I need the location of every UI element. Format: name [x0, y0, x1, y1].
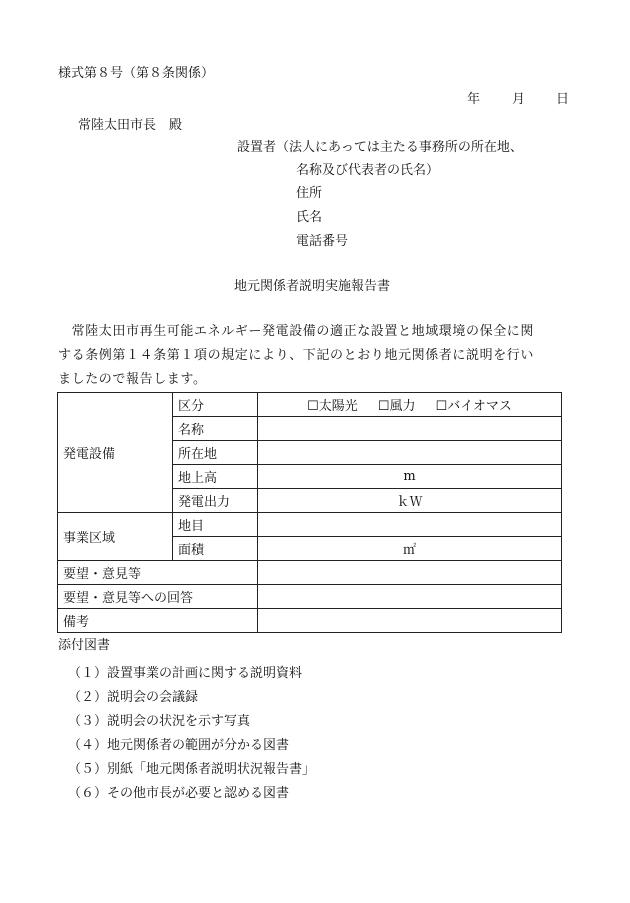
table-row — [58, 513, 562, 537]
list-item: （５）別紙「地元関係者説明状況報告書」 — [68, 762, 316, 777]
body-paragraph — [58, 320, 578, 392]
report-table — [57, 392, 562, 633]
option-wind[interactable]: ☐風力 — [377, 399, 416, 414]
option-solar[interactable]: ☐太陽光 — [307, 399, 358, 414]
option-biomass[interactable]: ☐バイオマス — [435, 399, 512, 414]
attachments-list — [68, 662, 315, 806]
body-line-3: ましたので報告します。 — [58, 372, 207, 387]
remarks-label: 備考 — [58, 609, 258, 633]
requests-label: 要望・意見等 — [58, 561, 258, 585]
addressee: 常陸太田市長 殿 — [78, 118, 183, 133]
body-line-1: 常陸太田市再生可能エネルギー発電設備の適正な設置と地域環境の保全に関 — [58, 324, 535, 339]
land-category-label: 地目 — [173, 513, 258, 537]
height-label: 地上高 — [173, 465, 258, 489]
body-line-2: する条例第１４条第１項の規定により、下記のとおり地元関係者に説明を行い — [58, 348, 535, 363]
area-group-label: 事業区域 — [58, 513, 173, 561]
kubun-options — [258, 393, 562, 417]
responses-field[interactable] — [258, 585, 562, 609]
facility-name-field[interactable] — [258, 417, 562, 441]
address-label: 住所 — [296, 186, 323, 201]
list-item: （１）設置事業の計画に関する説明資料 — [68, 666, 303, 681]
name-label: 氏名 — [296, 210, 323, 225]
area-size-label: 面積 — [173, 537, 258, 561]
list-item: （２）説明会の会議録 — [68, 690, 199, 705]
requests-field[interactable] — [258, 561, 562, 585]
height-unit: m — [403, 469, 416, 484]
height-field[interactable] — [258, 465, 562, 489]
table-row — [58, 585, 562, 609]
table-row — [58, 561, 562, 585]
output-field[interactable] — [258, 489, 562, 513]
output-unit: ｋＷ — [396, 495, 423, 510]
facility-name-label: 名称 — [173, 417, 258, 441]
applicant-label-line1: 設置者（法人にあっては主たる事務所の所在地、 — [237, 140, 523, 155]
phone-label: 電話番号 — [296, 234, 349, 249]
date-day-label: 日 — [556, 92, 570, 107]
attachments-heading: 添付図書 — [58, 638, 111, 653]
output-label: 発電出力 — [173, 489, 258, 513]
location-field[interactable] — [258, 441, 562, 465]
kubun-label: 区分 — [173, 393, 258, 417]
responses-label: 要望・意見等への回答 — [58, 585, 258, 609]
document-title: 地元関係者説明実施報告書 — [234, 279, 391, 294]
land-category-field[interactable] — [258, 513, 562, 537]
list-item: （６）その他市長が必要と認める図書 — [68, 786, 290, 801]
date-year-label: 年 — [467, 92, 481, 107]
area-size-field[interactable] — [258, 537, 562, 561]
applicant-label-line2: 名称及び代表者の氏名） — [296, 163, 440, 178]
remarks-field[interactable] — [258, 609, 562, 633]
location-label: 所在地 — [173, 441, 258, 465]
area-unit: ㎡ — [402, 543, 416, 558]
table-row — [58, 609, 562, 633]
table-row — [58, 393, 562, 417]
list-item: （４）地元関係者の範囲が分かる図書 — [68, 738, 290, 753]
list-item: （３）説明会の状況を示す写真 — [68, 714, 251, 729]
date-month-label: 月 — [512, 92, 526, 107]
facility-group-label: 発電設備 — [58, 393, 173, 513]
form-number: 様式第８号（第８条関係） — [58, 66, 215, 81]
